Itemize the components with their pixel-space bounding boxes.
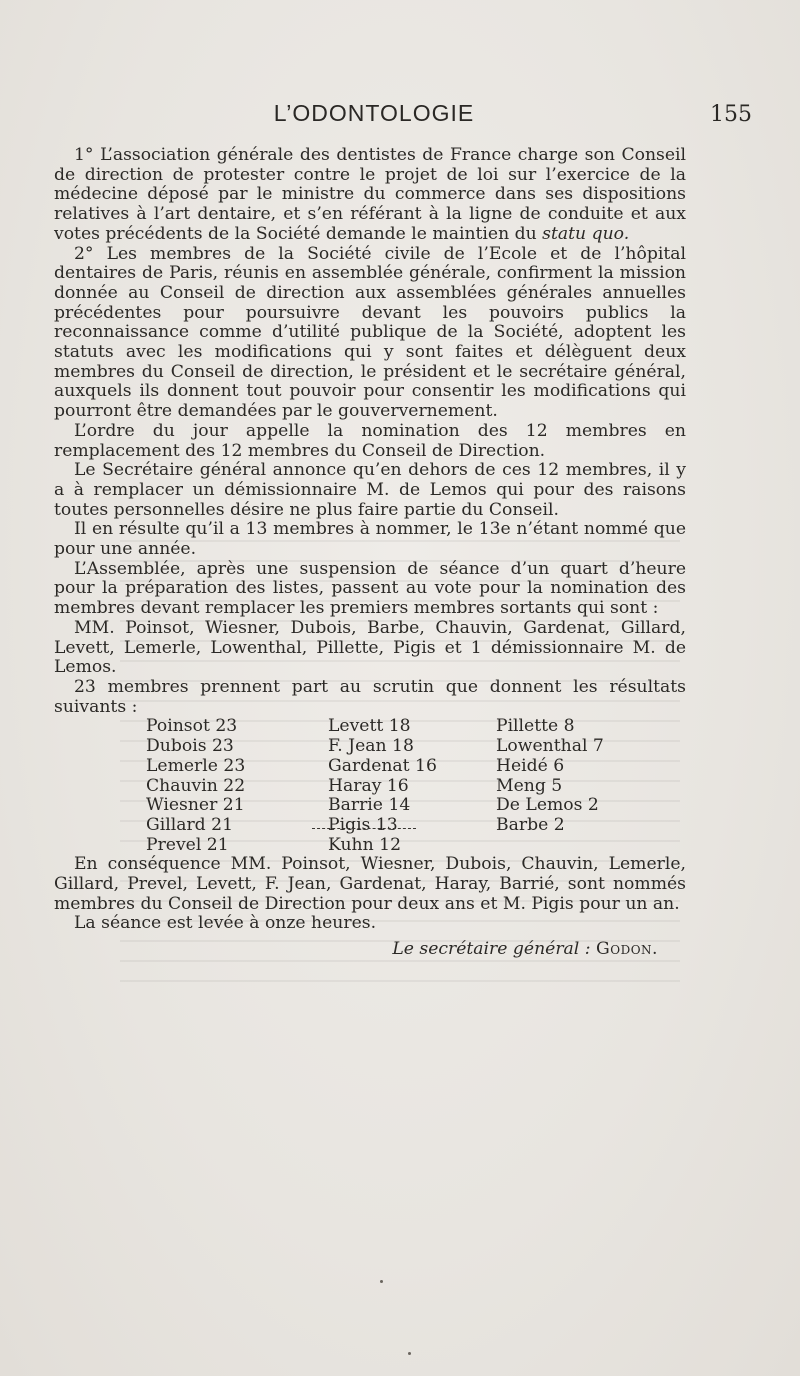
table-cell: Prevel 21 <box>146 834 229 855</box>
table-cell: Pillette 8 <box>496 716 575 737</box>
table-cell: Gardenat 16 <box>328 755 437 776</box>
signature-role: Le secrétaire général : <box>392 939 591 960</box>
body-text <box>54 146 686 960</box>
paragraph-assembly-vote: L’Assemblée, après une suspension de séance d’un quart d’heure pour la préparation des listes, passent au vote pour la nomination des membres devant remplacer les premiers membres sortants qui sont : <box>54 558 686 619</box>
table-cell: Gillard 21 <box>146 814 234 835</box>
table-cell: Lowenthal 7 <box>496 736 604 757</box>
signature <box>54 940 686 960</box>
table-cell: Pigis 13 <box>328 814 398 835</box>
table-row <box>146 836 604 856</box>
table-row <box>146 737 604 757</box>
table-cell: Dubois 23 <box>146 736 234 757</box>
paper-speck <box>408 1352 411 1355</box>
paragraph-scrutin: 23 membres prennent part au scrutin que donnent les résultats suivants : <box>54 676 686 717</box>
table-row <box>146 777 604 797</box>
table-cell: Kuhn 12 <box>328 834 402 855</box>
page-number: 155 <box>710 102 752 127</box>
table-cell: F. Jean 18 <box>328 736 414 757</box>
paragraph-resolution-1-text: 1° L’association générale des dentistes de France charge son Conseil de direction de protester contre le projet de loi sur l’exercice de la médecine déposé par le ministre du commerce dans ses dispositions relatives à l’art dentaire, et s’en référant à la ligne de conduite et aux votes précédents de la Société demande le maintien du <box>54 145 686 244</box>
paragraph-thirteen-members: Il en résulte qu’il a 13 membres à nommer, le 13e n’étant nommé que pour une année. <box>54 519 686 560</box>
signature-name: Godon. <box>596 939 658 960</box>
table-row <box>146 816 604 836</box>
table-cell: De Lemos 2 <box>496 795 599 816</box>
table-cell: Wiesner 21 <box>146 795 245 816</box>
table-row <box>146 757 604 777</box>
paragraph-consequence: En conséquence MM. Poinsot, Wiesner, Dubois, Chauvin, Lemerle, Gillard, Prevel, Levett, F. Jean, Gardenat, Haray, Barrié, sont nommés membres du Conseil de Direction pour deux ans et M. Pigis pour un an. <box>54 854 686 914</box>
table-cell: Levett 18 <box>328 716 411 737</box>
section-divider <box>312 828 416 829</box>
table-row <box>146 796 604 816</box>
table-cell: Poinsot 23 <box>146 716 238 737</box>
paragraph-secretary-announcement: Le Secrétaire général annonce qu’en dehors de ces 12 membres, il y a à remplacer un démissionnaire M. de Lemos qui pour des raisons toutes personnelles désire ne plus faire partie du Conseil. <box>54 460 686 520</box>
table-cell: Meng 5 <box>496 775 563 796</box>
paragraph-closing: La séance est levée à onze heures. <box>74 913 377 934</box>
paper-speck <box>380 1280 383 1283</box>
running-title: L’ODONTOLOGIE <box>273 100 475 126</box>
paragraph-resolution-1 <box>54 146 686 245</box>
paragraph-order-of-day: L’ordre du jour appelle la nomination des 12 membres en remplacement des 12 membres du Conseil de Direction. <box>54 420 686 461</box>
table-cell: Barbe 2 <box>496 814 565 835</box>
results-table <box>146 717 604 855</box>
table-cell: Barrie 14 <box>328 795 411 816</box>
table-cell: Lemerle 23 <box>146 755 246 776</box>
statu-quo-italic: statu quo. <box>542 223 630 244</box>
paragraph-outgoing-members: MM. Poinsot, Wiesner, Dubois, Barbe, Chauvin, Gardenat, Gillard, Levett, Lemerle, Lowenthal, Pillette, Pigis et 1 démissionnaire M. de Lemos. <box>54 617 686 678</box>
table-cell <box>496 836 604 856</box>
table-cell: Chauvin 22 <box>146 775 246 796</box>
table-cell: Heidé 6 <box>496 755 565 776</box>
page-header <box>52 100 752 140</box>
table-row <box>146 717 604 737</box>
paragraph-resolution-2: 2° Les membres de la Société civile de l’Ecole et de l’hôpital dentaires de Paris, réunis en assemblée générale, confirment la mission donnée au Conseil de direction aux assemblées générales annuelles précédentes pour poursuivre devant les pouvoirs publics la reconnaissance comme d’utilité publique de la Société, adoptent les statuts avec les modifications qui y sont faites et délèguent deux membres du Conseil de direction, le président et le secrétaire général, auxquels ils donnent tout pouvoir pour consentir les modifications qui pourront être demandées par le gouververnement. <box>54 243 686 422</box>
table-cell: Haray 16 <box>328 775 409 796</box>
